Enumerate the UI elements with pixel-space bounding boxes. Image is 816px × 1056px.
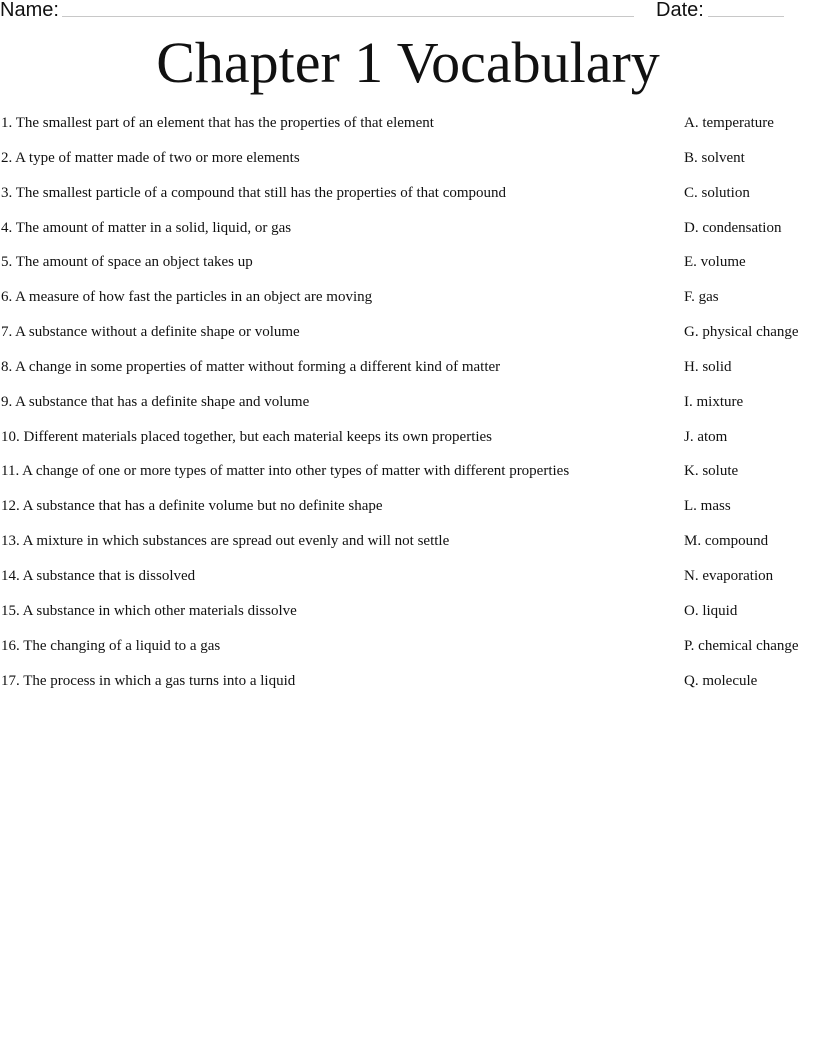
definition-10: 10. Different materials placed together, but each material keeps its own properties <box>1 428 493 445</box>
term-n: N. evaporation <box>684 567 774 584</box>
definition-6: 6. A measure of how fast the particles in an object are moving <box>1 289 373 306</box>
list-item <box>0 149 816 184</box>
definition-3: 3. The smallest particle of a compound that still has the properties of that compound <box>1 184 507 201</box>
list-item <box>0 323 816 358</box>
date-label: Date: <box>656 0 704 21</box>
term-f: F. gas <box>684 289 719 306</box>
list-item <box>0 602 816 637</box>
list-item <box>0 637 816 672</box>
term-o: O. liquid <box>684 602 738 619</box>
list-item <box>0 253 816 288</box>
term-h: H. solid <box>684 358 732 375</box>
list-item <box>0 567 816 602</box>
definition-8: 8. A change in some properties of matter without forming a different kind of matter <box>1 358 501 375</box>
definition-7: 7. A substance without a definite shape or volume <box>1 324 300 341</box>
term-q: Q. molecule <box>684 672 758 689</box>
definition-4: 4. The amount of matter in a solid, liquid, or gas <box>1 219 292 236</box>
definition-14: 14. A substance that is dissolved <box>1 567 196 584</box>
definition-1: 1. The smallest part of an element that has the properties of that element <box>1 115 434 131</box>
definition-17: 17. The process in which a gas turns into a liquid <box>1 672 296 689</box>
term-k: K. solute <box>684 463 739 480</box>
list-item <box>0 393 816 428</box>
term-a: A. temperature <box>684 115 774 131</box>
definition-5: 5. The amount of space an object takes up <box>1 254 253 271</box>
list-item <box>0 497 816 532</box>
list-item <box>0 219 816 254</box>
name-label: Name: <box>0 0 59 21</box>
name-blank-line <box>62 16 634 17</box>
term-i: I. mixture <box>684 393 744 410</box>
term-j: J. atom <box>684 428 728 445</box>
term-g: G. physical change <box>684 324 799 341</box>
list-item <box>0 358 816 393</box>
definition-15: 15. A substance in which other materials dissolve <box>1 602 297 619</box>
list-item <box>0 114 816 149</box>
page-title: Chapter 1 Vocabulary <box>156 30 660 95</box>
definition-12: 12. A substance that has a definite volume but no definite shape <box>1 498 383 515</box>
worksheet-header <box>0 0 816 24</box>
list-item <box>0 532 816 567</box>
definition-2: 2. A type of matter made of two or more elements <box>1 149 300 166</box>
definition-13: 13. A mixture in which substances are spread out evenly and will not settle <box>1 533 450 550</box>
term-e: E. volume <box>684 254 746 271</box>
list-item <box>0 428 816 463</box>
date-blank-line <box>708 16 784 17</box>
term-b: B. solvent <box>684 149 745 166</box>
term-l: L. mass <box>684 498 731 515</box>
list-item <box>0 288 816 323</box>
definition-9: 9. A substance that has a definite shape and volume <box>1 393 310 410</box>
term-d: D. condensation <box>684 219 782 236</box>
vocabulary-matching-list <box>0 114 816 706</box>
term-c: C. solution <box>684 184 750 201</box>
list-item <box>0 184 816 219</box>
list-item <box>0 462 816 497</box>
term-m: M. compound <box>684 533 769 550</box>
definition-16: 16. The changing of a liquid to a gas <box>1 637 221 654</box>
list-item <box>0 672 816 707</box>
term-p: P. chemical change <box>684 637 799 654</box>
definition-11: 11. A change of one or more types of matter into other types of matter with different properties <box>1 463 570 480</box>
